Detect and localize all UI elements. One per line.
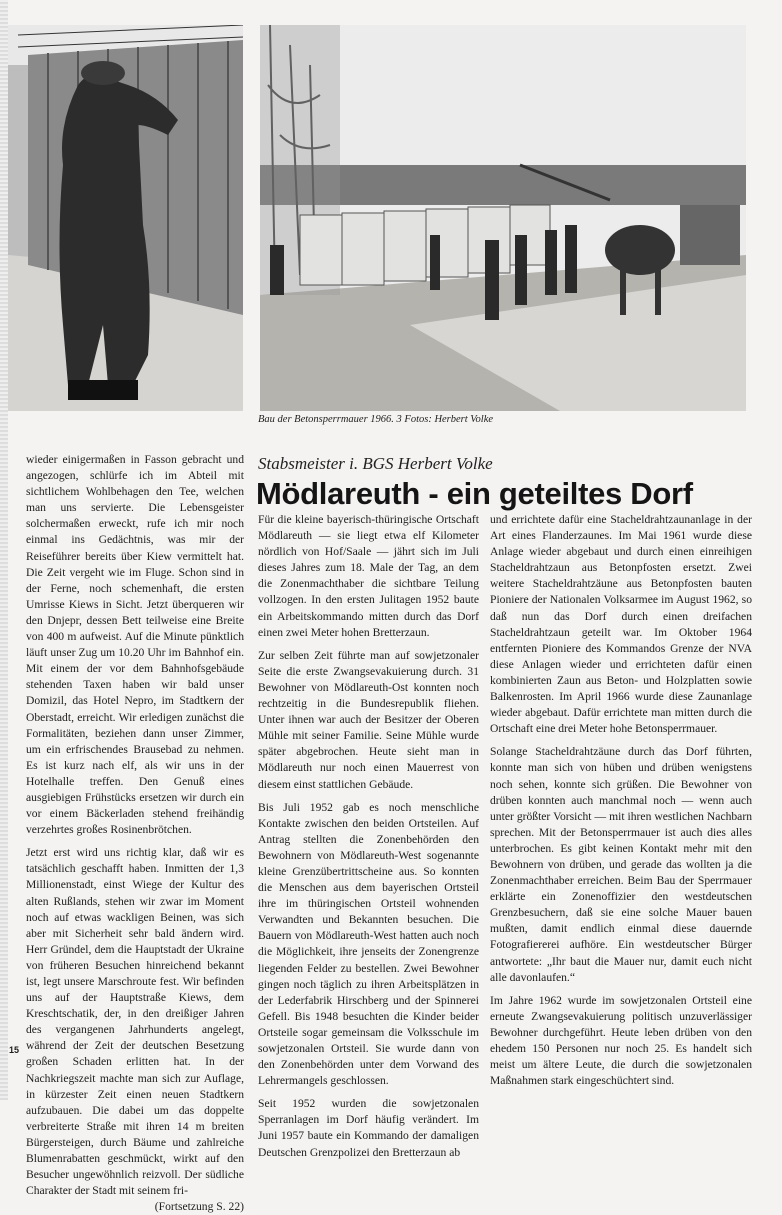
right-column (490, 512, 752, 1096)
soldier-photo-icon (8, 25, 243, 411)
paragraph: Solange Stacheldrahtzäune durch das Dorf führten, konnte man sich von hüben und drüben wenigstens noch sehen, konnte sich grüßen. Die Bewohner von drüben konnten auch manchmal noch — wenn auch unter größter Vorsicht — mit ihren westlichen Nachbarn sprechen. Mit der Betonsperrmauer ist auch dies alles unterbrochen. Es gibt keinen Kontakt mehr mit den Bewohnern von drüben, und gerade das wollten ja die Zonenmachthaber erreichen. Beim Bau der Sperrmauer erklärte ein Zonenoffizier den westdeutschen Grenzbesuchern, daß sie eine solche Mauer bauen mußten, damit endlich einmal diese dauernde Fotografiererei aufhöre. Ein westdeutscher Bürger antwortete: „Ihr baut die Mauer nur, damit euch nicht alle davonlaufen.“ (490, 745, 752, 984)
paragraph: Zur selben Zeit führte man auf sowjetzonaler Seite die erste Zwangsevakuierung durch. 31 Bewohner von Mödlareuth-Ost konnten noch rechtzeitig in die Bundesrepublik fliehen. Unter ihnen war auch der Besitzer der Oberen Mühle mit seiner Familie. Seine Mühle wurde später abgebrochen. Heute sieht man in Mödlareuth nur noch einen Mauerrest von diesem einst stattlichen Gebäude. (258, 648, 479, 791)
paragraph: Seit 1952 wurden die sowjetzonalen Sperranlagen im Dorf häufig verändert. Im Juni 1957 baute ein Kommando der damaligen Deutschen Grenzpolizei den Bretterzaun ab (258, 1097, 479, 1159)
left-column (26, 452, 244, 1215)
paragraph: Im Jahre 1962 wurde im sowjetzonalen Ortsteil eine erneute Zwangsevakuierung politisch unzuverlässiger Bewohner durchgeführt. Heute leben drüben von den ehedem 150 Personen nur noch 25. Es handelt sich meist um ältere Leute, die durch die sowjetzonalen Maßnahmen stark eingeschüchtert sind. (490, 993, 752, 1088)
page-number: 15 (9, 1045, 20, 1055)
paragraph: Jetzt erst wird uns richtig klar, daß wir es tatsächlich geschafft haben. Inmitten der 1,3 Millionenstadt, einst Wiege der Kultur des alten Rußlands, stehen wir zwar im Moment noch auf etwas wackligen Beinen, was sich aber mit Sicherheit sehr bald ändern wird. Herr Gründel, dem die Hauptstadt der Ukraine von früheren Besuchen hinreichend bekannt ist, legt unsere Marschroute fest. Wir befinden uns auf der Hauptstraße Kiews, dem Kreschtschatik, der, in den dreißiger Jahren des vergangenen Jahrhunderts angelegt, während der Zeit der deutschen Besetzung großen Schaden erlitten hat. In der Nachkriegszeit machte man sich zur Auflage, in kürzester Zeit einen neuen Stadtkern aufzubauen. Die dabei um das doppelte verbreiterte Straße mit ihren 14 m breiten Bürgersteigen, durch Bäume und zahlreiche Blumenrabatten geschmückt, wirkt auf den Besucher ungewöhnlich reizvoll. Der südliche Charakter der Stadt mit seinem fri- (26, 846, 244, 1198)
page-edge (0, 0, 8, 1100)
wall-construction-photo-icon (260, 25, 746, 411)
paragraph: wieder einigermaßen in Fasson gebracht und angezogen, schlürfe ich im Abteil mit sichtlichem Wohlbehagen den Tee, welchen man uns servierte. Die Lebensgeister solchermaßen erweckt, rufe ich mir noch einmal ins Gedächtnis, was mir der Reiseführer bereits über Kiew vermittelt hat. Die Zeit vergeht wie im Fluge. Schon sind in der Ferne, noch schemenhaft, die ersten Umrisse Kiews in Sicht. Jetzt überqueren wir den Dnjepr, dessen Bett teilweise eine Breite von 400 m aufweist. Auf die Minute pünktlich läuft unser Zug um 10.20 Uhr im Bahnhof ein. Mit einem der vor dem Bahnhofsgebäude stehenden Taxen haben wir bald unser Domizil, das Hotel Nepro, im Stadtkern der Oberstadt, erreicht. Wir erledigen zunächst die Formalitäten, beziehen dann unser Zimmer, um ein erfrischendes Brausebad zu nehmen. Es ist kurz nach elf, als wir uns in der Hotelhalle treffen. Den Genuß eines ausgiebigen Frühstücks ersetzen wir durch ein vor einem Bäckerladen stehend freihändig verzehrtes großes Rosinenbrötchen. (26, 453, 244, 837)
continuation-note: (Fortsetzung S. 22) (154, 1200, 244, 1214)
paragraph: Bis Juli 1952 gab es noch menschliche Kontakte zwischen den beiden Ortsteilen. Auf Antrag stellten die Zonenbehörden den Bewohnern von Mödlareuth-West sogenannte kleine Grenzübertrittscheine aus. So konnten die Menschen aus dem bayerischen Ortsteil ihre im thüringischen Ortsteil wohnenden Verwandten und Bekannten besuchen. Die Bauern von Mödlareuth-West hatten auch noch die Möglichkeit, ihre jenseits der Zonengrenze liegenden Felder zu bestellen. Zwei Bewohner gingen noch täglich zu ihren Arbeitsplätzen in der Lederfabrik Hirschberg und der Spinnerei Gefell. Bis 1948 besuchten die Kinder beider Ortsteile sogar gemeinsam die Volksschule im sowjetzonalen Ortsteil. Sie wurde dann von den Zonenbehörden unter dem Vorwand des Lehrermangels geschlossen. (258, 800, 479, 1088)
paragraph: und errichtete dafür eine Stacheldrahtzaunanlage in der Art eines Flanderzaunes. Im Mai 1961 wurde diese Anlage wieder abgebaut und durch einen einreihigen Stacheldrahtzaun aus Betonpfosten ersetzt. Zwei weitere Stacheldrahtzäune aus Betonpfosten bauten Pioniere der Nationalen Volksarmee im August 1962, so daß nun das Dorf durch einen dreifachen Stacheldrahtzaun geteilt war. Im Oktober 1964 entfernten Pioniere des Kommandos Grenze der NVA diese Anlagen wieder und errichteten dafür einen kombinierten Zaun aus Beton- und Holzplatten sowie Balkenrosten. Im April 1966 wurde diese Zaunanlage wieder abgebaut. Dafür errichtete man mitten durch die Ortschaft eine drei Meter hohe Betonsperrmauer. (490, 513, 752, 736)
photo-caption: Bau der Betonsperrmauer 1966. 3 Fotos: Herbert Volke (258, 414, 494, 425)
photo-soldier-with-binoculars (8, 25, 243, 411)
article-title: Mödlareuth - ein geteiltes Dorf (256, 476, 693, 511)
photo-wall-construction (260, 25, 746, 411)
paragraph: Für die kleine bayerisch-thüringische Ortschaft Mödlareuth — sie liegt etwa elf Kilometer nördlich von Hof/Saale — jährt sich im Juli dieses Jahres zum 18. Male der Tag, an dem die Zonenmachthaber die sichtbare Teilung vollzogen. In den ersten Julitagen 1952 baute ein Arbeitskommando mitten durch das Dorf einen zwei Meter hohen Bretterzaun. (258, 513, 479, 639)
middle-column (258, 512, 479, 1168)
author-byline: Stabsmeister i. BGS Herbert Volke (258, 454, 493, 473)
